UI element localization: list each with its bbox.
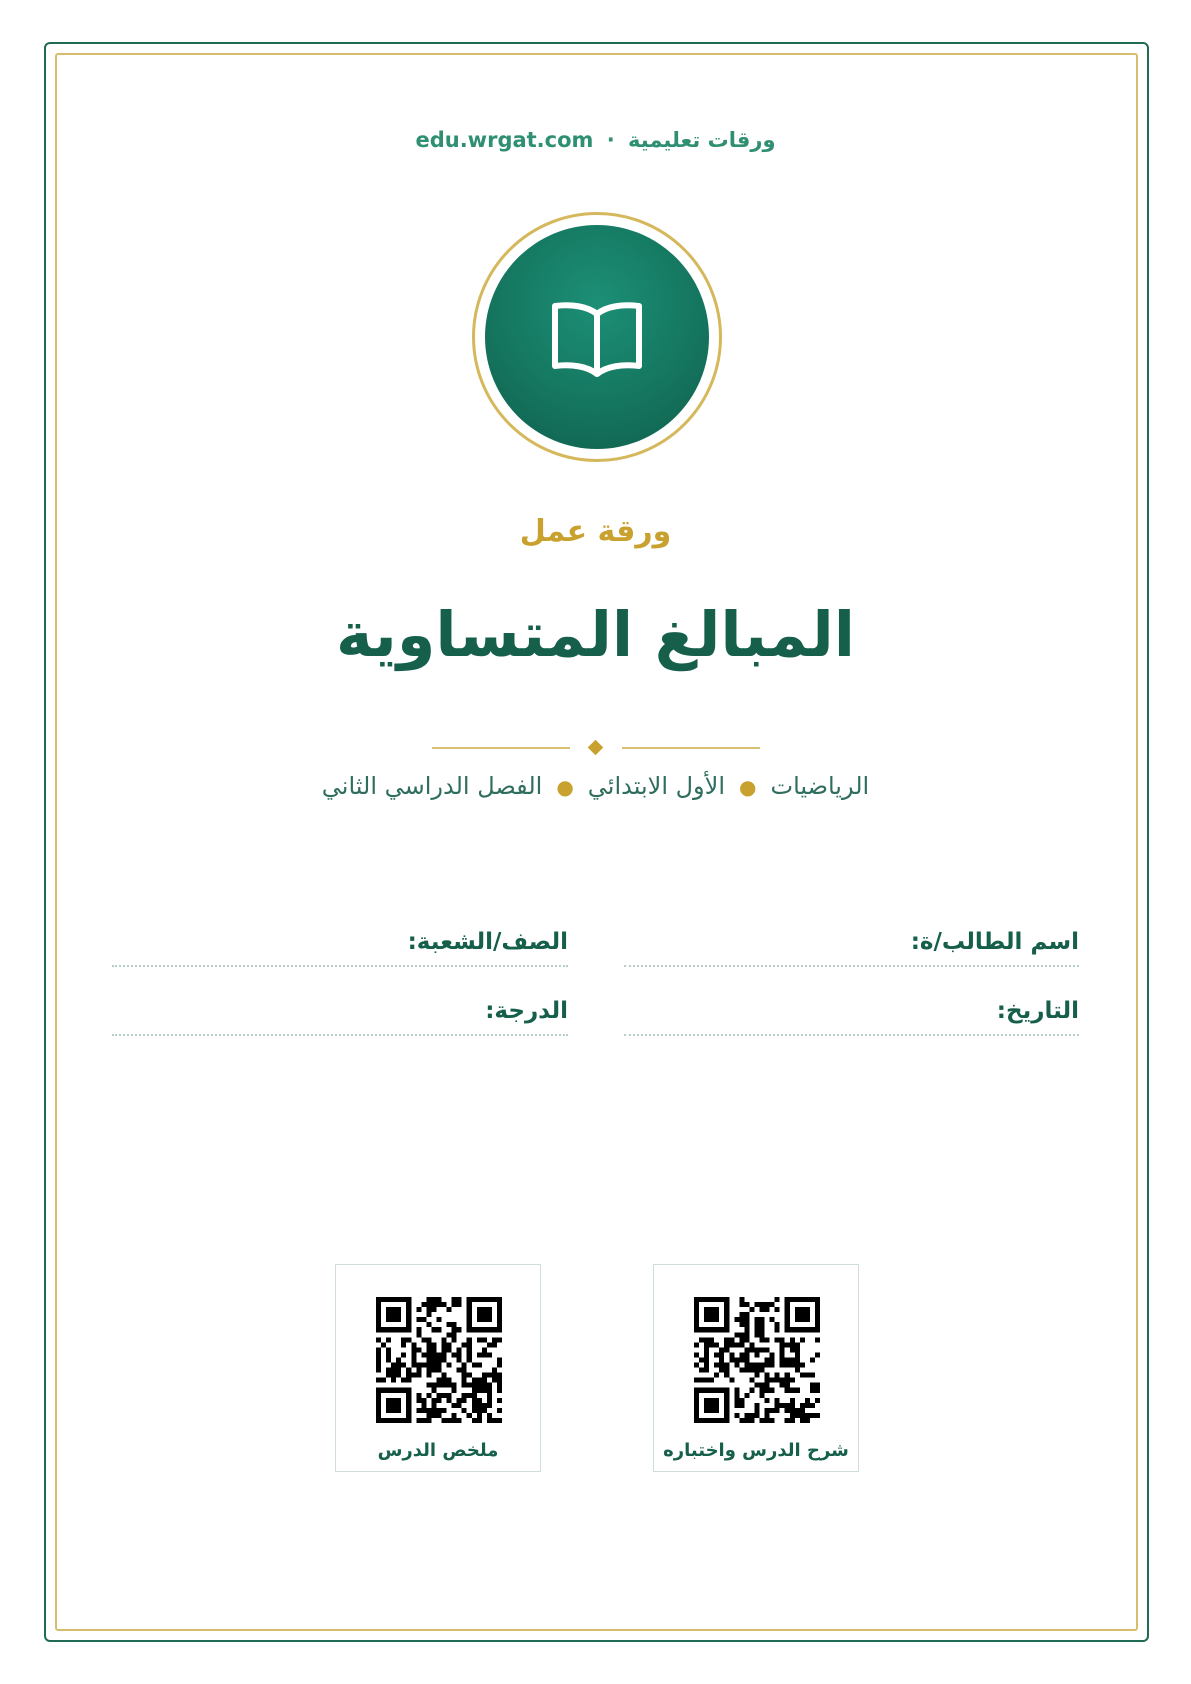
qr-code-icon: [376, 1297, 502, 1423]
qr-label: ملخص الدرس: [377, 1440, 499, 1461]
class-section-field[interactable]: [112, 925, 568, 967]
site-header: [0, 128, 1191, 152]
meta-term: الفصل الدراسي الثاني: [321, 772, 543, 800]
bullet-icon: ●: [556, 775, 574, 799]
qr-card-lesson-summary[interactable]: [335, 1264, 541, 1472]
qr-card-lesson-explanation[interactable]: [653, 1264, 859, 1472]
bullet-icon: ●: [739, 775, 757, 799]
score-label: الدرجة:: [485, 998, 568, 1024]
divider-line-left: [432, 747, 570, 749]
diamond-icon: [588, 740, 604, 756]
divider-line-right: [622, 747, 760, 749]
site-name: ورقات تعليمية: [628, 128, 776, 152]
score-field[interactable]: [112, 994, 568, 1036]
student-name-field[interactable]: [624, 925, 1079, 967]
class-section-label: الصف/الشعبة:: [407, 929, 568, 955]
student-name-label: اسم الطالب/ة:: [910, 929, 1079, 955]
meta-subject: الرياضيات: [770, 772, 870, 800]
ornamental-divider: [432, 740, 760, 756]
date-label: التاريخ:: [996, 998, 1079, 1024]
qr-label: شرح الدرس واختباره: [663, 1440, 849, 1461]
course-meta: [0, 772, 1191, 800]
open-book-icon: [549, 296, 645, 378]
header-separator: ·: [606, 128, 615, 152]
emblem: [485, 225, 709, 449]
page-title: المبالغ المتساوية: [335, 598, 856, 671]
site-url[interactable]: edu.wrgat.com: [415, 128, 594, 152]
date-field[interactable]: [624, 994, 1079, 1036]
qr-code-icon: [694, 1297, 820, 1423]
document-type: ورقة عمل: [519, 514, 672, 549]
meta-grade: الأول الابتدائي: [587, 772, 726, 800]
